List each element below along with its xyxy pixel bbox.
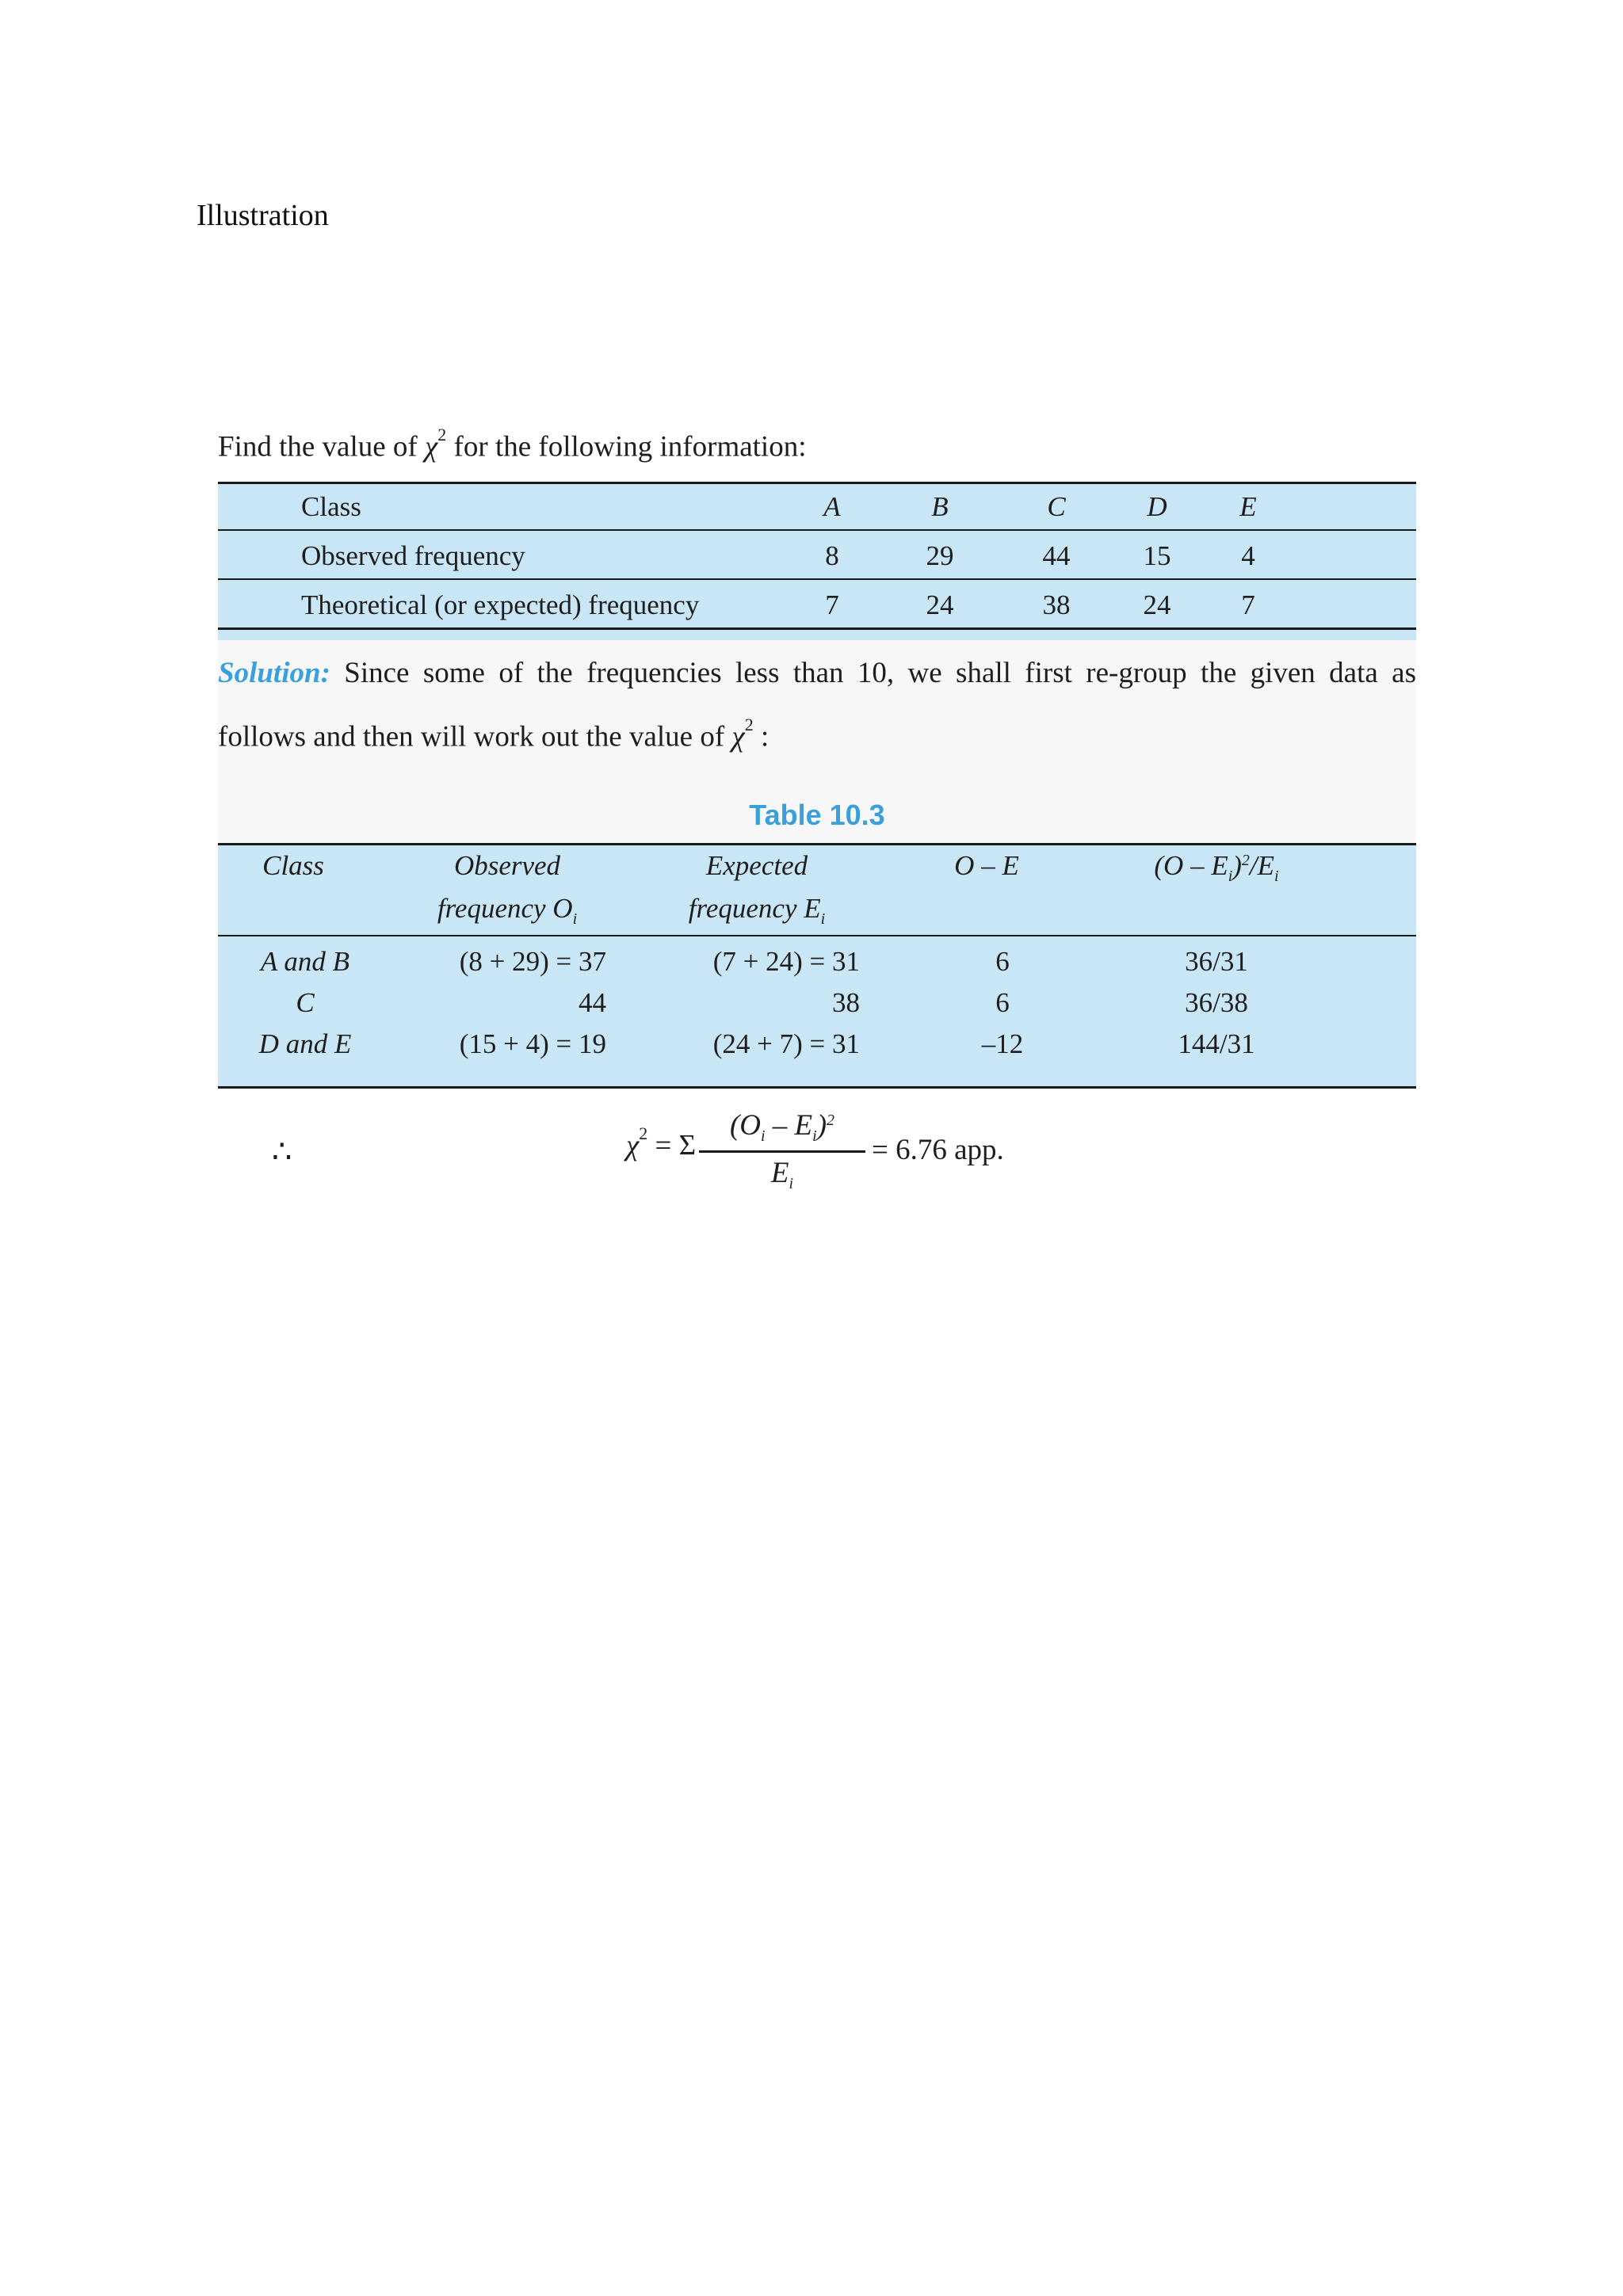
- subscript: i: [789, 1175, 794, 1192]
- superscript: 2: [1241, 852, 1250, 869]
- table-row: [218, 580, 1416, 629]
- expected-cell: (7 + 24) = 31: [712, 946, 860, 977]
- header-expected-line2: frequency E: [688, 893, 821, 924]
- class-cell: D and E: [258, 1028, 352, 1059]
- table-cell: 7: [825, 589, 839, 620]
- ratio-cell: 144/31: [1178, 1028, 1255, 1059]
- table-cell: C: [1047, 491, 1066, 522]
- solution-text-2: follows and then will work out the value of: [218, 720, 725, 753]
- subscript: i: [572, 910, 578, 928]
- row-label: Class: [301, 491, 361, 522]
- difference-cell: 6: [995, 987, 1010, 1018]
- solution-colon: :: [760, 720, 769, 753]
- question-text: [218, 425, 807, 463]
- table-cell: A: [823, 491, 841, 522]
- header-observed-line1: Observed: [453, 850, 561, 881]
- chi-symbol: χ: [731, 720, 745, 753]
- class-cell: C: [296, 987, 315, 1018]
- difference-cell: 6: [995, 946, 1010, 977]
- table-row: [218, 482, 1416, 531]
- numerator-close: ): [816, 1109, 827, 1142]
- header-ratio: [1129, 845, 1304, 891]
- table-caption: Table 10.3: [218, 783, 1416, 846]
- header-difference: O – E: [954, 850, 1019, 881]
- numerator-mid: – E: [765, 1109, 813, 1142]
- numerator-open: (O: [729, 1109, 761, 1142]
- table-cell: 24: [1143, 589, 1171, 620]
- question-prefix: Find the value of: [218, 430, 418, 463]
- table-cell: 38: [1042, 589, 1071, 620]
- header-observed: [416, 845, 598, 934]
- header-class: Class: [262, 850, 324, 881]
- subscript: i: [760, 1127, 766, 1145]
- table-cell: 4: [1241, 540, 1255, 571]
- equals-sigma: = Σ: [655, 1129, 697, 1162]
- table-row: [218, 531, 1416, 580]
- table-cell: B: [931, 491, 949, 522]
- chi-symbol: χ: [425, 430, 438, 463]
- header-ratio-c: /E: [1249, 850, 1275, 881]
- denominator-symbol: E: [770, 1157, 789, 1189]
- chi-exponent: 2: [744, 715, 754, 734]
- table-cell: 7: [1241, 589, 1255, 620]
- solution-line-1: [218, 656, 1416, 690]
- header-expected-line1: Expected: [705, 850, 808, 881]
- header-ratio-a: (O – E: [1154, 850, 1228, 881]
- fraction-numerator: [699, 1101, 865, 1150]
- question-suffix: for the following information:: [453, 430, 807, 463]
- difference-cell: –12: [981, 1028, 1024, 1059]
- chi-exponent: 2: [639, 1123, 648, 1143]
- expected-cell: (24 + 7) = 31: [712, 1028, 860, 1059]
- superscript: 2: [827, 1112, 835, 1129]
- table-cell: 29: [926, 540, 954, 571]
- table-cell: 15: [1143, 540, 1171, 571]
- ratio-cell: 36/31: [1185, 946, 1248, 977]
- page-heading: Illustration: [197, 199, 329, 232]
- chi-exponent: 2: [437, 425, 447, 444]
- header-ratio-b: ): [1232, 850, 1242, 881]
- solution-text-1: Since some of the frequencies less than 10, we shall first re-group the given data as: [344, 657, 1416, 689]
- table-cell: 44: [1042, 540, 1071, 571]
- therefore-symbol: ∴: [272, 1134, 292, 1169]
- subscript: i: [812, 1127, 817, 1145]
- table-rule: [218, 1086, 1416, 1089]
- solution-keyword: Solution:: [218, 657, 330, 689]
- ratio-cell: 36/38: [1185, 987, 1248, 1018]
- table-cell: 8: [825, 540, 839, 571]
- illustration-image: [218, 412, 1416, 1228]
- row-label: Theoretical (or expected) frequency: [301, 589, 700, 620]
- formula-fraction: [699, 1101, 865, 1194]
- chi-square-formula: [218, 1101, 1416, 1220]
- fraction-denominator: [699, 1153, 865, 1194]
- header-observed-line2: frequency O: [437, 893, 573, 924]
- chi-symbol: χ: [626, 1129, 640, 1162]
- subscript: i: [1274, 868, 1279, 885]
- class-cell: A and B: [260, 946, 350, 977]
- formula-lhs: [626, 1123, 697, 1162]
- formula-result: = 6.76 app.: [872, 1134, 1004, 1166]
- table-cell: E: [1239, 491, 1257, 522]
- subscript: i: [1228, 868, 1233, 885]
- solution-line-2: [218, 715, 769, 753]
- regrouped-table: [218, 843, 1416, 1089]
- observed-cell: (8 + 29) = 37: [459, 946, 606, 977]
- observed-cell: (15 + 4) = 19: [459, 1028, 606, 1059]
- subscript: i: [820, 910, 826, 928]
- header-expected: [666, 845, 848, 934]
- table-cell: 24: [926, 589, 954, 620]
- table-cell: D: [1147, 491, 1167, 522]
- expected-cell: 38: [832, 987, 860, 1018]
- solution-block: [218, 640, 1416, 783]
- frequency-table: [218, 482, 1416, 646]
- row-label: Observed frequency: [301, 540, 525, 571]
- table-rule: [218, 935, 1416, 936]
- observed-cell: 44: [579, 987, 606, 1018]
